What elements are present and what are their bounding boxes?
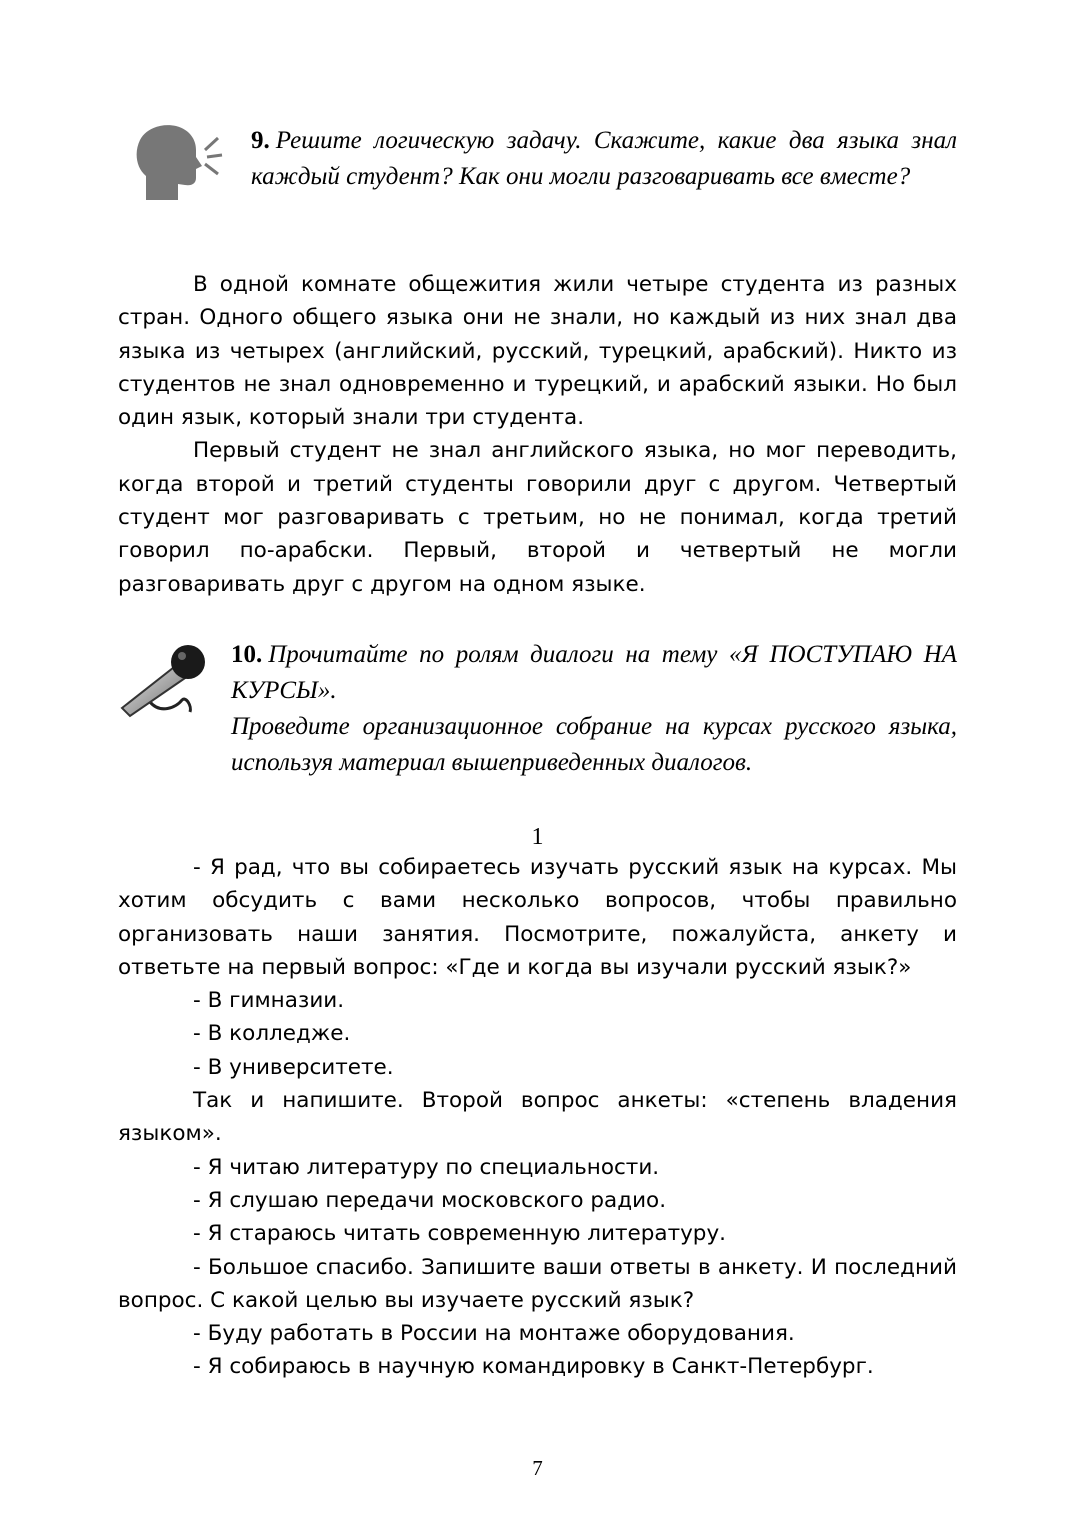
dialog-line: - В гимназии. (193, 988, 345, 1014)
task-9-number: 9. (251, 127, 270, 154)
puzzle-text (118, 268, 957, 601)
task-10-instruction-1: Прочитайте по ролям диалоги на тему «Я ПОСТУПАЮ НА КУРСЫ». (231, 641, 957, 704)
puzzle-paragraph: В одной комнате общежития жили четыре студента из разных стран. Одного общего языка они не знали, но каждый из них знал два языка из четырех (английский, русский, турецкий, арабский). Никто из студентов не знал одновременно и турецкий, и арабский языки. Но был один язык, который знали три студента. (118, 272, 957, 431)
page-number: 7 (532, 1456, 543, 1480)
dialog-line: - Буду работать в России на монтаже оборудования. (193, 1321, 795, 1347)
microphone-icon (116, 642, 214, 720)
dialog-line: - В колледже. (193, 1021, 351, 1047)
task-10-number: 10. (231, 641, 263, 668)
dialog-line: - Я стараюсь читать современную литературу. (193, 1221, 727, 1247)
dialog-line: - В университете. (193, 1054, 394, 1080)
dialog-number: 1 (531, 824, 544, 850)
dialog-line: Так и напишите. Второй вопрос анкеты: «степень владения языком». (118, 1088, 957, 1147)
task-10-heading (231, 637, 957, 781)
dialog-line: - Я читаю литературу по специальности. (193, 1154, 660, 1180)
dialog-line: - Я собираюсь в научную командировку в Санкт-Петербург. (193, 1354, 874, 1380)
speaking-head-icon (134, 124, 224, 204)
task-9-heading (251, 123, 957, 195)
task-10-instruction-2: Проведите организационное собрание на курсах русского языка, используя материал вышеприведенных диалогов. (231, 713, 957, 776)
dialog-text (118, 851, 957, 1384)
puzzle-paragraph: Первый студент не знал английского языка, но мог переводить, когда второй и третий студенты говорили друг с другом. Четвертый студент мог разговаривать с третьим, но не понимал, когда третий говорил по-арабски. Первый, второй и четвертый не могли разговаривать друг с другом на одном языке. (118, 438, 957, 597)
task-9-instruction: Решите логическую задачу. Скажите, какие два языка знал каждый студент? Как они могли разговаривать все вместе? (251, 127, 957, 190)
dialog-line: - Я рад, что вы собираетесь изучать русский язык на курсах. Мы хотим обсудить с вами несколько вопросов, чтобы правильно организовать наши занятия. Посмотрите, пожалуйста, анкету и ответьте на первый вопрос: «Где и когда вы изучали русский язык?» (118, 855, 957, 980)
dialog-line: - Я слушаю передачи московского радио. (193, 1187, 667, 1213)
dialog-line: - Большое спасибо. Запишите ваши ответы в анкету. И последний вопрос. С какой целью вы изучаете русский язык? (118, 1254, 957, 1313)
